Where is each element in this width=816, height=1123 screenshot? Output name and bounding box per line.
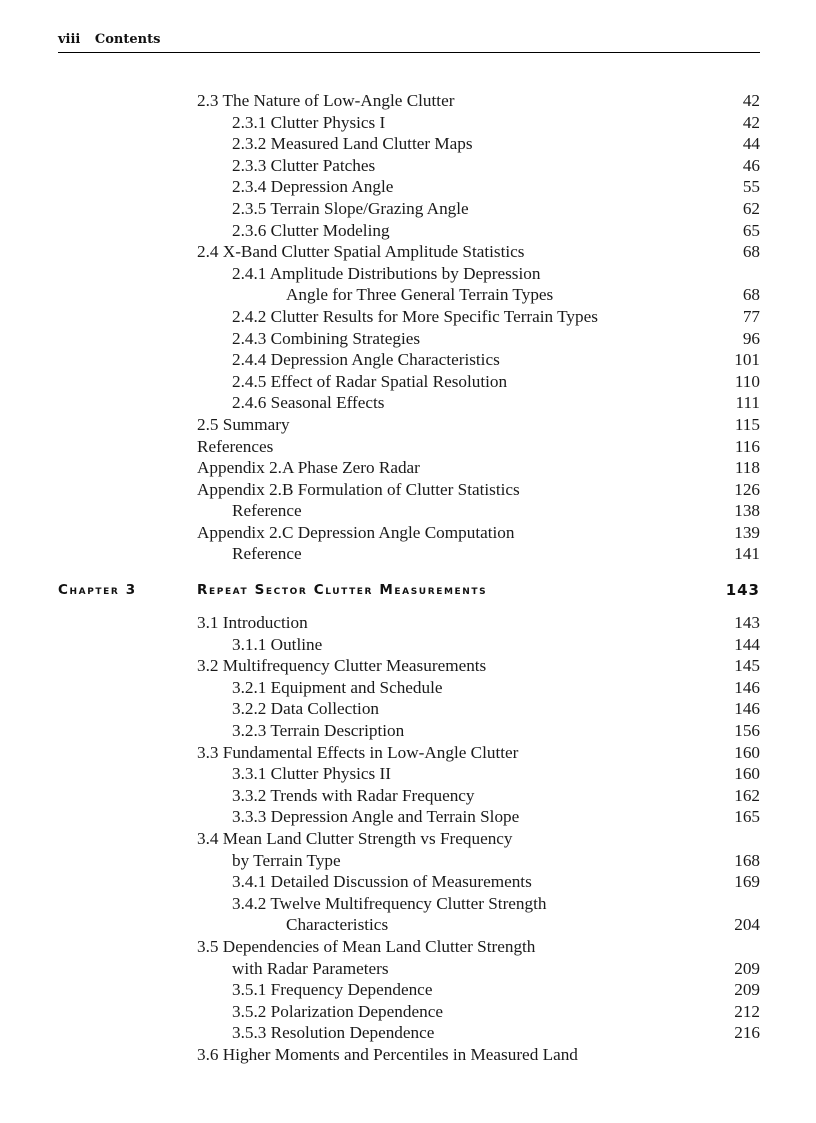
toc-entry-title: 2.3.3 Clutter Patches bbox=[232, 155, 376, 175]
toc-entry[interactable] bbox=[197, 241, 760, 263]
toc-entry-title: 2.3.4 Depression Angle bbox=[232, 177, 394, 197]
toc-entry[interactable] bbox=[197, 698, 760, 720]
toc-entry-title: 2.4.5 Effect of Radar Spatial Resolution bbox=[232, 371, 508, 391]
toc-entry[interactable] bbox=[197, 936, 760, 958]
toc-entry-page: 146 bbox=[734, 699, 760, 719]
toc-entry[interactable] bbox=[197, 655, 760, 677]
toc-entry-title: 3.2.1 Equipment and Schedule bbox=[232, 677, 443, 697]
toc-entry-title: 3.3.3 Depression Angle and Terrain Slope bbox=[232, 807, 520, 827]
toc-entry[interactable] bbox=[197, 612, 760, 634]
toc-entry[interactable] bbox=[197, 1022, 760, 1044]
toc-entry[interactable] bbox=[197, 392, 760, 414]
toc-entry-page: 144 bbox=[734, 634, 760, 654]
toc-entry-title: 3.2 Multifrequency Clutter Measurements bbox=[197, 656, 487, 676]
toc-entry[interactable] bbox=[197, 414, 760, 436]
toc-entry-page: 110 bbox=[734, 371, 760, 391]
toc-entry[interactable] bbox=[197, 176, 760, 198]
toc-entry[interactable] bbox=[197, 371, 760, 393]
toc-entry[interactable] bbox=[197, 479, 760, 501]
toc-entry-page: 209 bbox=[734, 958, 760, 978]
toc-entry[interactable] bbox=[197, 284, 760, 306]
toc-entry-page: 77 bbox=[742, 306, 760, 326]
toc-entry-title: Reference bbox=[232, 501, 302, 521]
toc-entry-title: 3.3.1 Clutter Physics II bbox=[232, 764, 391, 784]
toc-entry-page: 138 bbox=[734, 501, 760, 521]
toc-entry-page: 139 bbox=[734, 522, 760, 542]
toc-entry-title: 2.4.2 Clutter Results for More Specific Terrain Types bbox=[232, 306, 598, 326]
toc-entry[interactable] bbox=[197, 828, 760, 850]
toc-entry-page: 65 bbox=[742, 220, 760, 240]
running-title: Contents bbox=[94, 32, 161, 47]
toc-entry[interactable] bbox=[197, 263, 760, 285]
toc-entry[interactable] bbox=[197, 220, 760, 242]
toc-entry[interactable] bbox=[197, 90, 760, 112]
toc-entry-title: 3.2.3 Terrain Description bbox=[232, 720, 405, 740]
toc-entry[interactable] bbox=[197, 328, 760, 350]
toc-entry[interactable] bbox=[197, 457, 760, 479]
toc-entry-title: 3.4.1 Detailed Discussion of Measurements bbox=[232, 872, 532, 892]
toc-entries-chapter-2 bbox=[197, 90, 760, 565]
toc-entry-title: Appendix 2.B Formulation of Clutter Statistics bbox=[197, 479, 520, 499]
toc-entry-page: 209 bbox=[734, 980, 760, 1000]
toc-entry[interactable] bbox=[197, 958, 760, 980]
toc-entry-page: 68 bbox=[742, 285, 760, 305]
toc-entry[interactable] bbox=[197, 1001, 760, 1023]
toc-entry-page: 216 bbox=[734, 1023, 760, 1043]
chapter-title: Repeat Sector Clutter Measurements bbox=[197, 582, 488, 598]
toc-entry-title: 3.1 Introduction bbox=[197, 613, 308, 632]
toc-entry-page: 101 bbox=[734, 350, 760, 370]
page-number: viii bbox=[58, 32, 81, 47]
toc-entry[interactable] bbox=[197, 349, 760, 371]
toc-entry-title: 3.6 Higher Moments and Percentiles in Measured Land bbox=[197, 1044, 578, 1064]
toc-entry[interactable] bbox=[197, 543, 760, 565]
toc-entry[interactable] bbox=[197, 306, 760, 328]
toc-entry-title: with Radar Parameters bbox=[232, 958, 389, 978]
toc-entry-page: 162 bbox=[734, 785, 760, 805]
toc-entry-title: 3.3.2 Trends with Radar Frequency bbox=[232, 785, 475, 805]
toc-entry-page: 111 bbox=[735, 393, 760, 413]
chapter-label: Chapter 3 bbox=[58, 582, 137, 598]
toc-entry-title: 2.4.1 Amplitude Distributions by Depression bbox=[232, 263, 541, 283]
toc-entry-page: 46 bbox=[742, 155, 760, 175]
toc-entry[interactable] bbox=[197, 914, 760, 936]
toc-entry-page: 165 bbox=[734, 807, 760, 827]
toc-entry-page: 141 bbox=[734, 544, 760, 564]
toc-entry-page: 145 bbox=[734, 656, 760, 676]
toc-entry-title: by Terrain Type bbox=[232, 850, 341, 870]
toc-entry[interactable] bbox=[197, 634, 760, 656]
toc-entry[interactable] bbox=[197, 763, 760, 785]
toc-entry-page: 126 bbox=[734, 479, 760, 499]
toc-entry-title: References bbox=[197, 436, 274, 456]
toc-entry-page: 118 bbox=[734, 458, 760, 478]
toc-entry-title: Appendix 2.C Depression Angle Computation bbox=[197, 522, 515, 542]
toc-entry[interactable] bbox=[197, 806, 760, 828]
toc-entry-page: 204 bbox=[734, 915, 760, 935]
toc-entry-page: 68 bbox=[742, 242, 760, 262]
toc-entry-page: 212 bbox=[734, 1001, 760, 1021]
running-header bbox=[58, 32, 760, 53]
toc-entry-title: 2.3.6 Clutter Modeling bbox=[232, 220, 390, 240]
toc-entry-title: 3.4.2 Twelve Multifrequency Clutter Strength bbox=[232, 893, 547, 913]
toc-entry-page: 55 bbox=[742, 177, 760, 197]
toc-entry-title: 2.3.5 Terrain Slope/Grazing Angle bbox=[232, 198, 469, 218]
toc-entry-title: 2.4.6 Seasonal Effects bbox=[232, 393, 385, 413]
toc-entry-page: 169 bbox=[734, 872, 760, 892]
toc-entry-title: 3.5.3 Resolution Dependence bbox=[232, 1023, 435, 1043]
toc-entry-page: 160 bbox=[734, 742, 760, 762]
toc-entry[interactable] bbox=[197, 133, 760, 155]
toc-entry-page: 156 bbox=[734, 720, 760, 740]
toc-entry-page: 116 bbox=[734, 436, 760, 456]
toc-entry[interactable] bbox=[197, 198, 760, 220]
toc-entry-title: 3.3 Fundamental Effects in Low-Angle Clutter bbox=[197, 742, 519, 762]
toc-entry-title: 3.2.2 Data Collection bbox=[232, 699, 380, 719]
chapter-heading[interactable] bbox=[58, 579, 760, 601]
toc-entry-page: 44 bbox=[742, 134, 760, 154]
toc-entry-page: 146 bbox=[734, 677, 760, 697]
toc-entry-title: Reference bbox=[232, 544, 302, 564]
toc-entry[interactable] bbox=[197, 871, 760, 893]
toc-entry-page: 42 bbox=[742, 91, 760, 110]
toc-entry-title: 2.5 Summary bbox=[197, 414, 290, 434]
toc-entry-title: 3.5 Dependencies of Mean Land Clutter Strength bbox=[197, 936, 536, 956]
toc-entry-page: 160 bbox=[734, 764, 760, 784]
toc-entry-title: Characteristics bbox=[286, 915, 389, 935]
toc-entry-title: 2.3.1 Clutter Physics I bbox=[232, 112, 386, 132]
toc-entry[interactable] bbox=[197, 785, 760, 807]
toc-entry[interactable] bbox=[197, 436, 760, 458]
toc-entry[interactable] bbox=[197, 850, 760, 872]
toc-entries-chapter-3 bbox=[197, 612, 760, 1065]
toc-entry[interactable] bbox=[197, 677, 760, 699]
toc-entry-title: 3.5.2 Polarization Dependence bbox=[232, 1001, 443, 1021]
toc-entry-title: 3.5.1 Frequency Dependence bbox=[232, 980, 433, 1000]
toc-entry-title: 3.1.1 Outline bbox=[232, 634, 323, 654]
toc-entry[interactable] bbox=[197, 522, 760, 544]
toc-entry-page: 115 bbox=[734, 414, 760, 434]
toc-entry[interactable] bbox=[197, 893, 760, 915]
toc-entry-title: 2.4 X-Band Clutter Spatial Amplitude Statistics bbox=[197, 242, 525, 262]
toc-entry-page: 96 bbox=[742, 328, 760, 348]
chapter-page: 143 bbox=[725, 581, 760, 599]
toc-entry-page: 42 bbox=[742, 112, 760, 132]
toc-entry-page: 168 bbox=[734, 850, 760, 870]
toc-entry[interactable] bbox=[197, 1044, 760, 1066]
toc-entry-title: 2.3 The Nature of Low-Angle Clutter bbox=[197, 91, 455, 110]
toc-entry[interactable] bbox=[197, 742, 760, 764]
toc-entry-title: Angle for Three General Terrain Types bbox=[286, 285, 554, 305]
toc-entry-title: 3.4 Mean Land Clutter Strength vs Frequency bbox=[197, 828, 513, 848]
toc-entry-title: Appendix 2.A Phase Zero Radar bbox=[197, 458, 420, 478]
toc-entry-title: 2.4.4 Depression Angle Characteristics bbox=[232, 350, 500, 370]
toc-entry[interactable] bbox=[197, 979, 760, 1001]
toc-entry[interactable] bbox=[197, 500, 760, 522]
toc-entry-title: 2.4.3 Combining Strategies bbox=[232, 328, 421, 348]
toc-entry-page: 62 bbox=[742, 198, 760, 218]
toc-entry[interactable] bbox=[197, 155, 760, 177]
toc-entry[interactable] bbox=[197, 112, 760, 134]
toc-entry-title: 2.3.2 Measured Land Clutter Maps bbox=[232, 134, 473, 154]
toc-entry-page: 143 bbox=[734, 613, 760, 632]
toc-entry[interactable] bbox=[197, 720, 760, 742]
